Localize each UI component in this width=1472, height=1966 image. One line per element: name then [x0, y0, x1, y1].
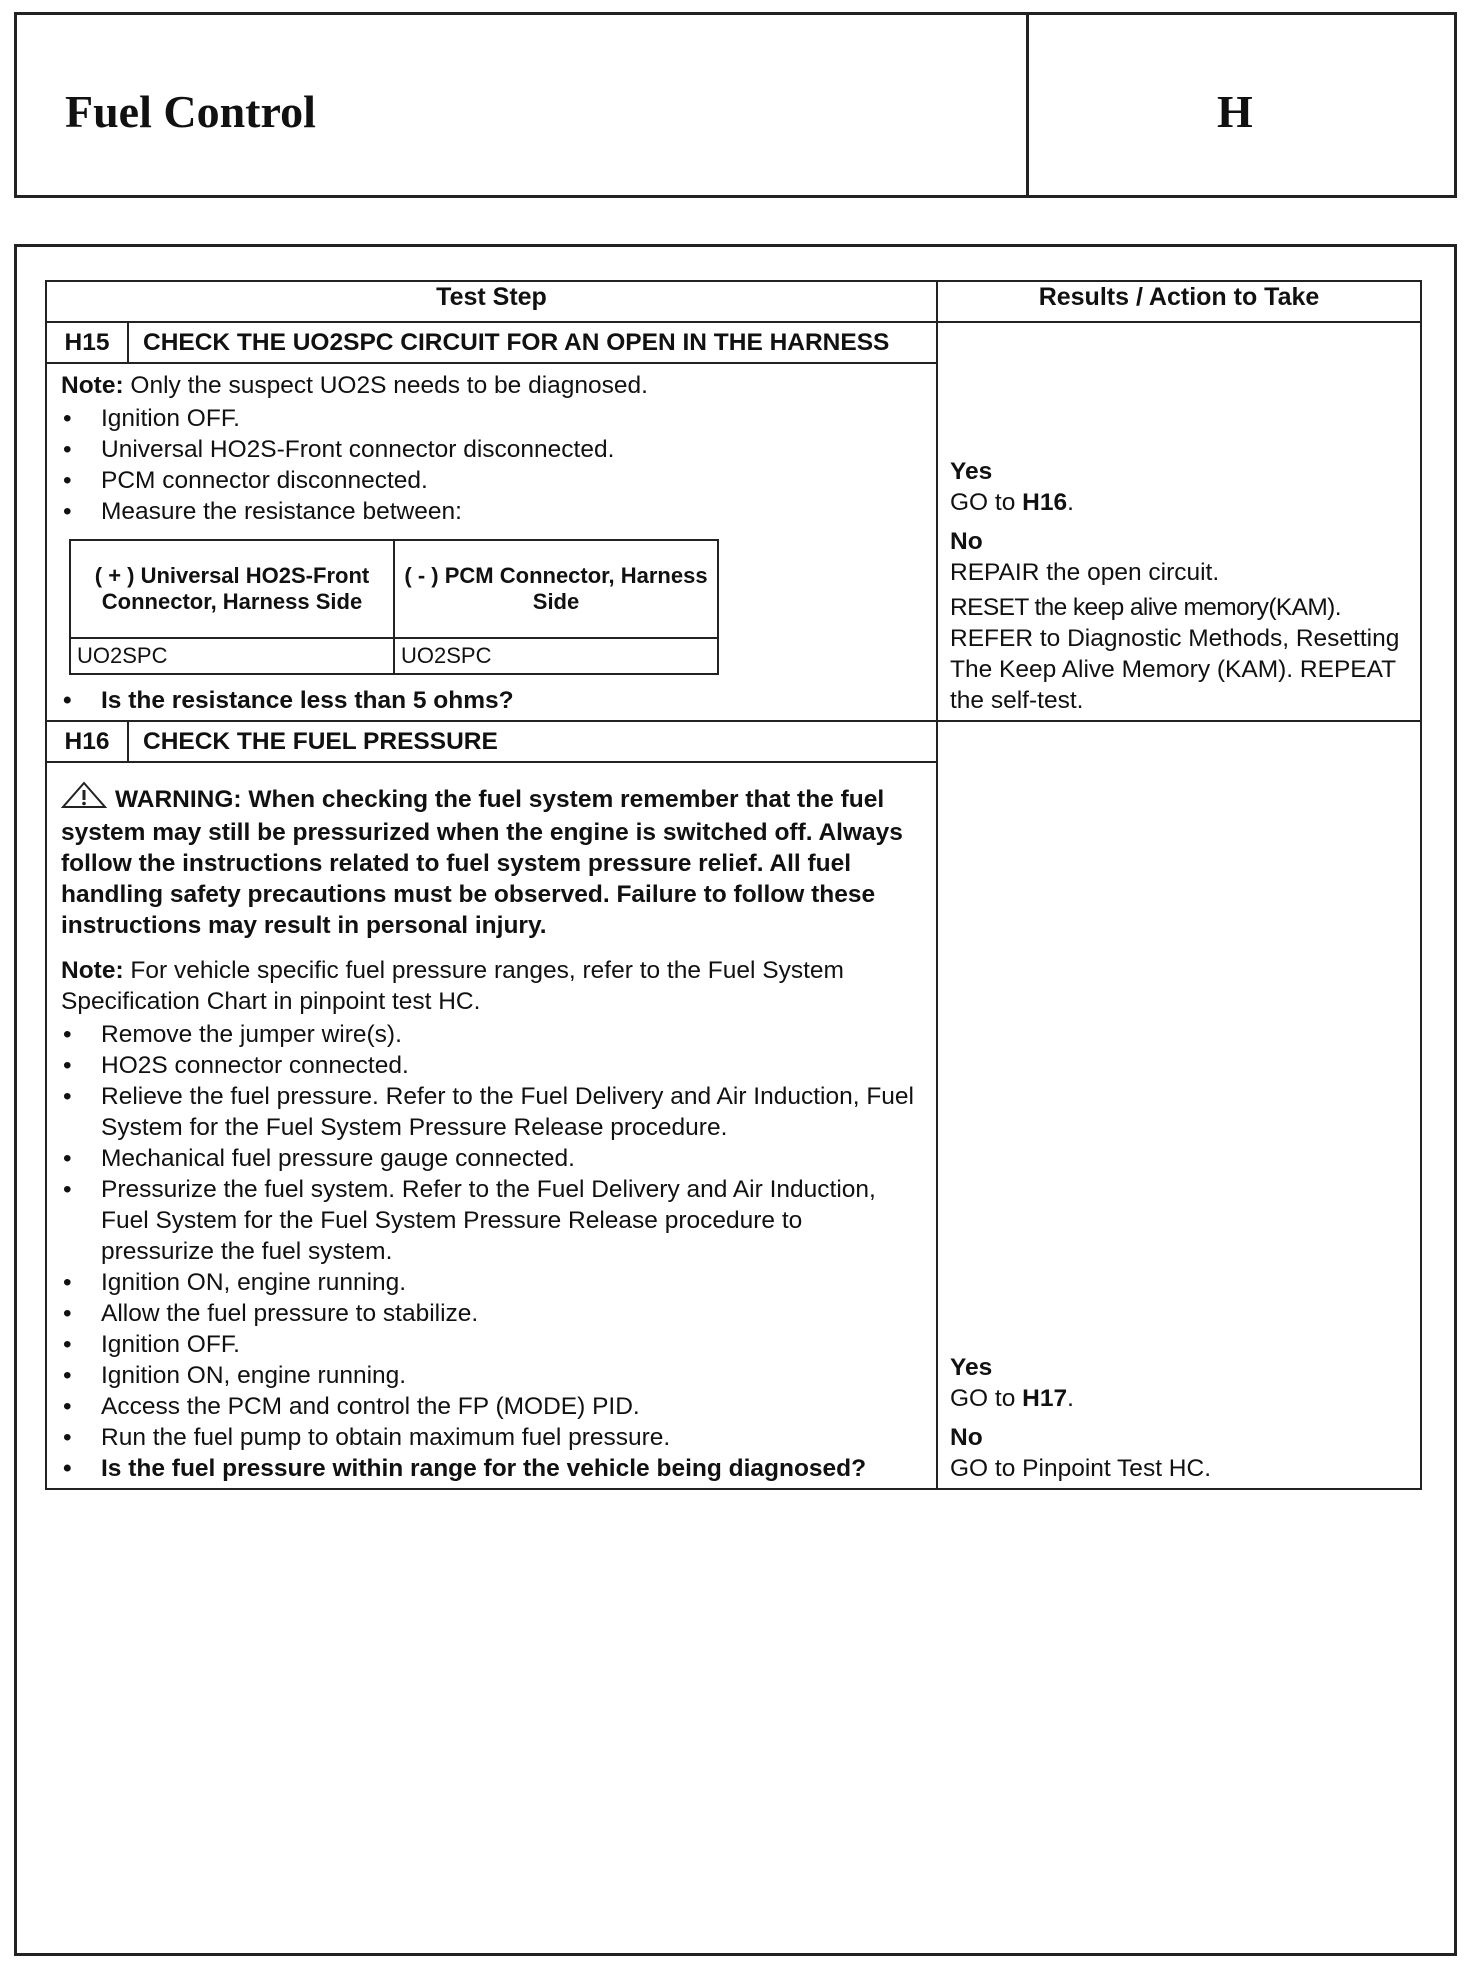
no-action-h15-2: RESET the keep alive memory(KAM).: [950, 594, 1341, 621]
step-body-h15: [46, 363, 937, 721]
meas-header-negative: ( - ) PCM Connector, Harness Side: [394, 540, 718, 638]
page-title: Fuel Control: [65, 86, 316, 137]
step-id-h15: H15: [46, 322, 128, 363]
step-h16-title-row: [46, 721, 1421, 762]
list-item: • PCM connector disconnected.: [61, 465, 922, 496]
yes-action-h16: GO to H17.: [950, 1385, 1074, 1412]
step-h15-title-row: [46, 322, 1421, 363]
measurement-table: [69, 539, 719, 675]
list-item: • Measure the resistance between:: [61, 496, 922, 527]
list-item: • Allow the fuel pressure to stabilize.: [61, 1298, 922, 1329]
question-h16: • Is the fuel pressure within range for the vehicle being diagnosed?: [61, 1453, 922, 1484]
note-h16: Note: For vehicle specific fuel pressure ranges, refer to the Fuel System Specification Chart in pinpoint test HC.: [61, 957, 844, 1015]
steps-list-h15: [61, 403, 922, 527]
list-item: • HO2S connector connected.: [61, 1050, 922, 1081]
list-item: • Ignition ON, engine running.: [61, 1267, 922, 1298]
step-title-h16: CHECK THE FUEL PRESSURE: [128, 721, 937, 762]
results-h15: [937, 322, 1421, 721]
meas-value-negative: UO2SPC: [394, 638, 718, 674]
list-item: • Universal HO2S-Front connector disconnected.: [61, 434, 922, 465]
list-item: • Pressurize the fuel system. Refer to the Fuel Delivery and Air Induction, Fuel System for the Fuel System Pressure Release procedure to pressurize the fuel system.: [61, 1174, 922, 1267]
page-header: [14, 12, 1457, 198]
no-action-h15-1: REPAIR the open circuit.: [950, 559, 1220, 586]
no-action-h16-1: GO to Pinpoint Test HC.: [950, 1455, 1211, 1482]
no-label-h16: No: [950, 1424, 983, 1451]
list-item: • Ignition OFF.: [61, 403, 922, 434]
meas-value-positive: UO2SPC: [70, 638, 394, 674]
test-table: [45, 280, 1422, 1490]
yes-action-h15: GO to H16.: [950, 489, 1074, 516]
meas-header-positive: ( + ) Universal HO2S-Front Connector, Harness Side: [70, 540, 394, 638]
warning-triangle-icon: [61, 781, 107, 817]
list-item: • Ignition OFF.: [61, 1329, 922, 1360]
no-action-h15-3: REFER to Diagnostic Methods, Resetting The Keep Alive Memory (KAM). REPEAT the self-test.: [950, 625, 1400, 714]
list-item: • Access the PCM and control the FP (MODE) PID.: [61, 1391, 922, 1422]
section-letter: H: [1217, 86, 1253, 137]
yes-label-h15: Yes: [950, 458, 993, 485]
yes-label-h16: Yes: [950, 1354, 993, 1381]
list-item: • Ignition ON, engine running.: [61, 1360, 922, 1391]
header-divider: [1026, 15, 1029, 195]
col-header-test-step: Test Step: [46, 281, 937, 322]
steps-list-h16: [61, 1019, 922, 1484]
step-title-h15: CHECK THE UO2SPC CIRCUIT FOR AN OPEN IN THE HARNESS: [128, 322, 937, 363]
note-h15: Note: Only the suspect UO2S needs to be diagnosed.: [61, 372, 648, 399]
list-item: • Remove the jumper wire(s).: [61, 1019, 922, 1050]
col-header-results: Results / Action to Take: [937, 281, 1421, 322]
list-item: • Mechanical fuel pressure gauge connected.: [61, 1143, 922, 1174]
question-h15: • Is the resistance less than 5 ohms?: [61, 685, 922, 716]
no-label-h15: No: [950, 528, 983, 555]
list-item: • Run the fuel pump to obtain maximum fuel pressure.: [61, 1422, 922, 1453]
warning-h16: WARNING: When checking the fuel system remember that the fuel system may still be pressurized when the engine is switched off. Always follow the instructions related to fuel system pressure relief. All fuel handling safety precautions must be observed. Failure to follow these instructions may result in personal injury.: [61, 781, 922, 941]
step-body-h16: [46, 762, 937, 1489]
step-id-h16: H16: [46, 721, 128, 762]
list-item: • Relieve the fuel pressure. Refer to the Fuel Delivery and Air Induction, Fuel System for the Fuel System Pressure Release procedure.: [61, 1081, 922, 1143]
results-h16: [937, 721, 1421, 1489]
